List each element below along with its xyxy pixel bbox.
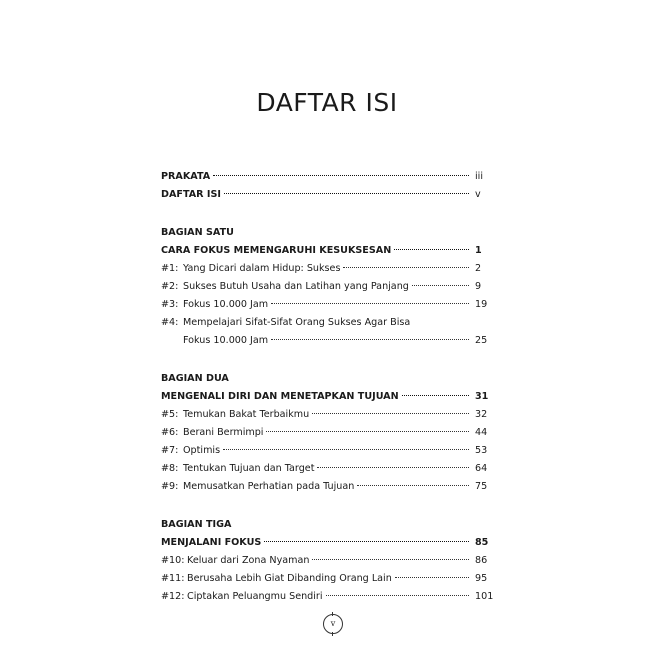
toc-chapter-entry[interactable] xyxy=(161,478,501,496)
chapter-title: Memusatkan Perhatian pada Tujuan xyxy=(183,481,355,492)
toc-chapter-entry-continued[interactable] xyxy=(161,332,501,350)
toc-page-number: 85 xyxy=(475,537,489,548)
toc-page-number: 75 xyxy=(475,481,488,492)
toc-chapter-entry[interactable] xyxy=(161,460,501,478)
dot-leader xyxy=(264,541,469,542)
dot-leader xyxy=(213,175,469,176)
chapter-title: Berani Bermimpi xyxy=(183,427,264,438)
toc-part-title[interactable] xyxy=(161,388,501,406)
chapter-title: Keluar dari Zona Nyaman xyxy=(187,555,310,566)
toc-page-number: 32 xyxy=(475,409,488,420)
part-heading: BAGIAN DUA xyxy=(161,373,229,384)
toc-entry-prakata[interactable] xyxy=(161,168,501,186)
toc-chapter-entry[interactable] xyxy=(161,588,501,606)
dot-leader xyxy=(266,431,469,432)
chapter-number: #3: xyxy=(161,299,179,310)
toc-page-number: 31 xyxy=(475,391,489,402)
part-title: CARA FOKUS MEMENGARUHI KESUKSESAN xyxy=(161,245,392,256)
chapter-number: #1: xyxy=(161,263,179,274)
toc-entry-daftar-isi[interactable] xyxy=(161,186,501,204)
dot-leader xyxy=(224,193,469,194)
chapter-title: Fokus 10.000 Jam xyxy=(183,299,269,310)
toc-chapter-entry[interactable] xyxy=(161,552,501,570)
chapter-number: #10: xyxy=(161,555,185,566)
toc-chapter-entry[interactable] xyxy=(161,424,501,442)
toc-page-number: 95 xyxy=(475,573,488,584)
toc-entry-label: PRAKATA xyxy=(161,171,211,182)
dot-leader xyxy=(394,249,469,250)
chapter-number: #5: xyxy=(161,409,179,420)
toc-part-title[interactable] xyxy=(161,534,501,552)
toc-chapter-entry[interactable] xyxy=(161,406,501,424)
table-of-contents xyxy=(161,168,501,606)
toc-chapter-entry[interactable] xyxy=(161,278,501,296)
dot-leader xyxy=(312,559,469,560)
dot-leader xyxy=(271,339,469,340)
dot-leader xyxy=(395,577,469,578)
chapter-number: #2: xyxy=(161,281,179,292)
part-title: MENGENALI DIRI DAN MENETAPKAN TUJUAN xyxy=(161,391,399,402)
chapter-number: #12: xyxy=(161,591,185,602)
dot-leader xyxy=(312,413,469,414)
toc-page-number: 101 xyxy=(475,591,494,602)
toc-chapter-entry[interactable] xyxy=(161,442,501,460)
toc-chapter-entry[interactable] xyxy=(161,296,501,314)
toc-chapter-entry[interactable] xyxy=(161,314,501,332)
chapter-number: #8: xyxy=(161,463,179,474)
chapter-title: Sukses Butuh Usaha dan Latihan yang Panjang xyxy=(183,281,409,292)
page-folio: v xyxy=(323,614,343,634)
part-title: MENJALANI FOKUS xyxy=(161,537,262,548)
toc-page-number: 25 xyxy=(475,335,488,346)
chapter-title: Ciptakan Peluangmu Sendiri xyxy=(187,591,323,602)
chapter-title-continued: Fokus 10.000 Jam xyxy=(183,335,269,346)
dot-leader xyxy=(402,395,469,396)
toc-part-title[interactable] xyxy=(161,242,501,260)
chapter-title: Optimis xyxy=(183,445,221,456)
toc-entry-label: DAFTAR ISI xyxy=(161,189,221,200)
chapter-title: Yang Dicari dalam Hidup: Sukses xyxy=(183,263,341,274)
chapter-number: #4: xyxy=(161,317,179,328)
chapter-title: Tentukan Tujuan dan Target xyxy=(183,463,315,474)
toc-page-number: 64 xyxy=(475,463,488,474)
page-title: DAFTAR ISI xyxy=(256,88,398,117)
chapter-title: Temukan Bakat Terbaikmu xyxy=(183,409,310,420)
toc-page-number: 86 xyxy=(475,555,488,566)
toc-page-number: 1 xyxy=(475,245,482,256)
dot-leader xyxy=(223,449,469,450)
chapter-number: #7: xyxy=(161,445,179,456)
chapter-number: #6: xyxy=(161,427,179,438)
chapter-title: Berusaha Lebih Giat Dibanding Orang Lain xyxy=(187,573,392,584)
chapter-number: #11: xyxy=(161,573,185,584)
dot-leader xyxy=(343,267,469,268)
toc-page-number: 19 xyxy=(475,299,488,310)
toc-page-number: iii xyxy=(475,171,483,182)
dot-leader xyxy=(357,485,469,486)
chapter-title: Mempelajari Sifat-Sifat Orang Sukses Agar Bisa xyxy=(183,317,411,328)
dot-leader xyxy=(412,285,469,286)
toc-page-number: 53 xyxy=(475,445,488,456)
chapter-number: #9: xyxy=(161,481,179,492)
toc-page-number: 44 xyxy=(475,427,488,438)
dot-leader xyxy=(271,303,469,304)
toc-page-number: 9 xyxy=(475,281,482,292)
toc-chapter-entry[interactable] xyxy=(161,570,501,588)
toc-page-number: v xyxy=(475,189,481,200)
part-heading: BAGIAN TIGA xyxy=(161,519,232,530)
toc-chapter-entry[interactable] xyxy=(161,260,501,278)
part-heading: BAGIAN SATU xyxy=(161,227,234,238)
dot-leader xyxy=(317,467,469,468)
toc-page-number: 2 xyxy=(475,263,482,274)
dot-leader xyxy=(326,595,469,596)
